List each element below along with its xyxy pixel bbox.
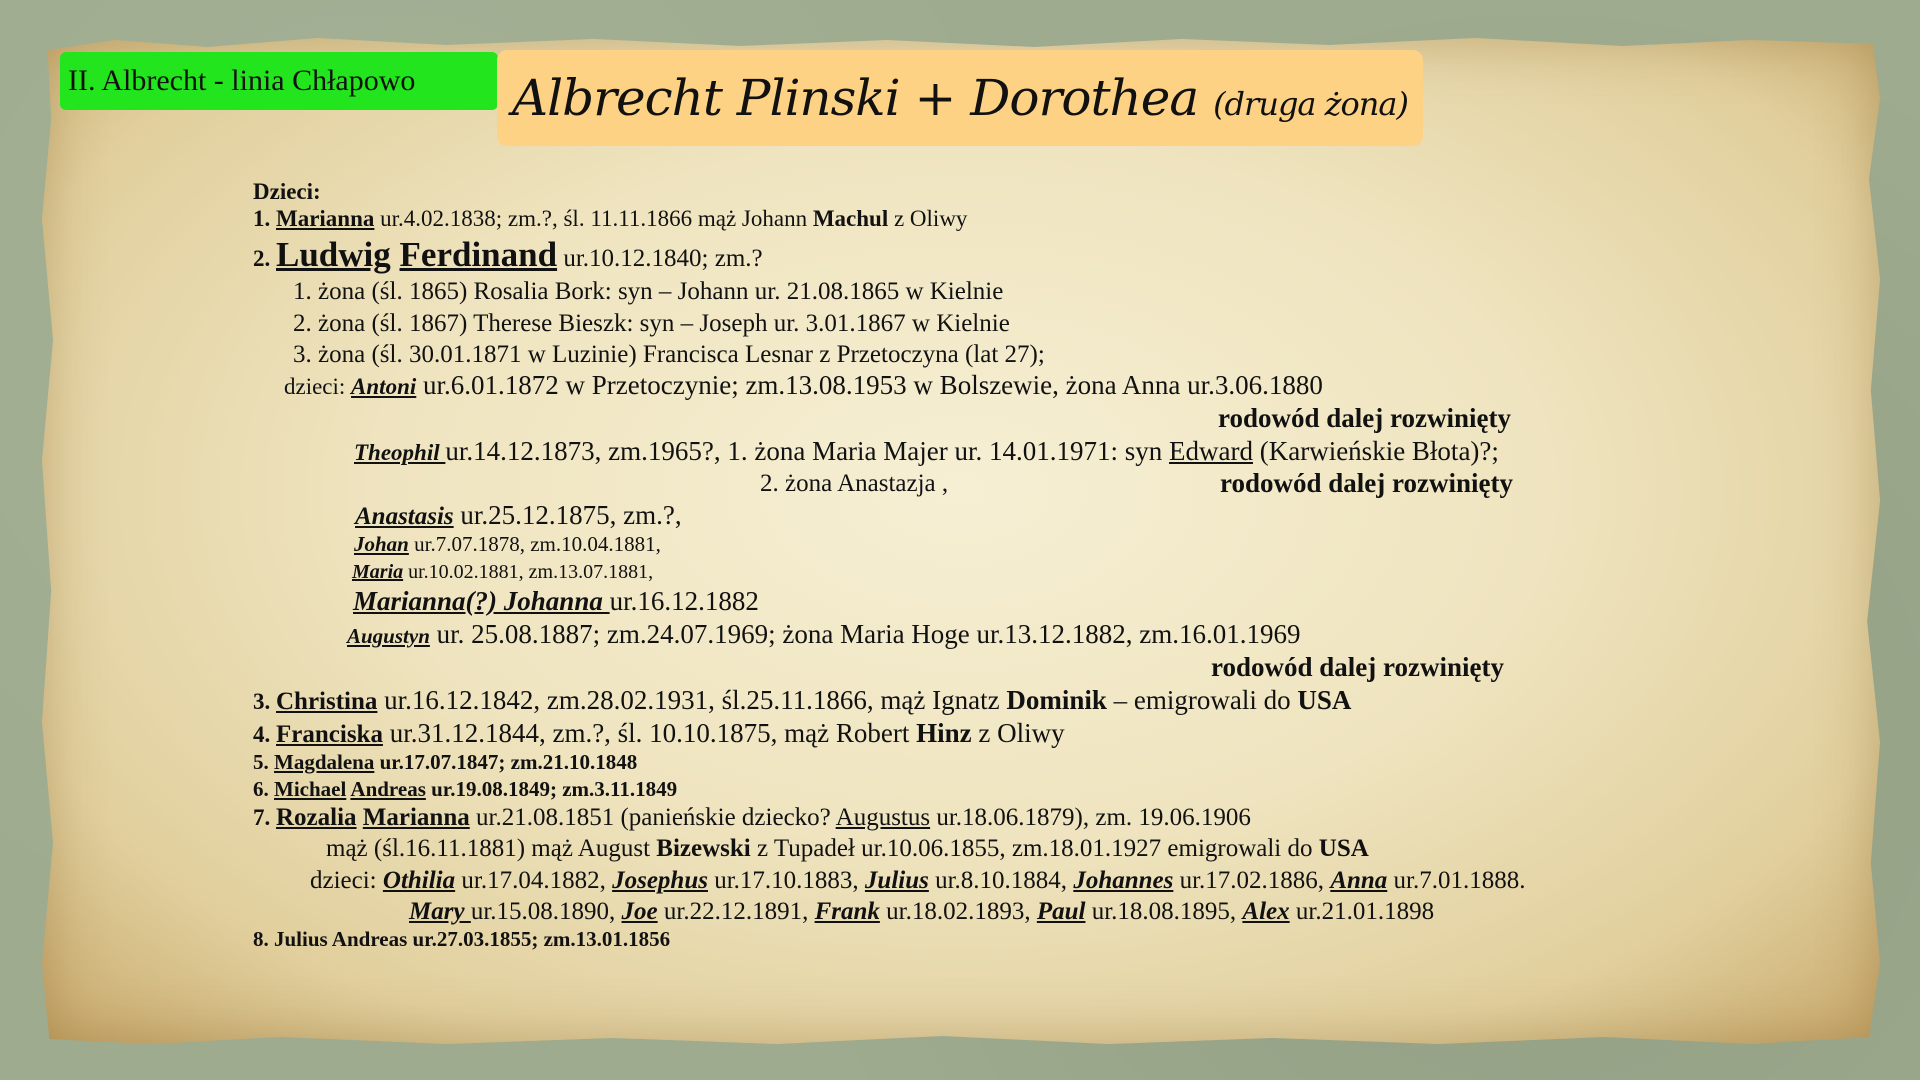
text: ur.7.01.1888.: [1387, 867, 1526, 894]
text: mąż (śl.16.11.1881) mąż August: [326, 835, 657, 862]
spouse-line-anastazja: [760, 471, 948, 496]
text: Dzieci:: [253, 179, 321, 204]
text: (Karwieńskie Błota)?;: [1252, 436, 1499, 466]
text: ur.18.08.1895,: [1085, 898, 1243, 925]
lineage-note: [1220, 470, 1513, 497]
text: z Tupadeł ur.10.06.1855, zm.18.01.1927 emigrowali do: [750, 835, 1319, 862]
person-name: Johannes: [1073, 867, 1174, 894]
person-name: Anastasis: [355, 503, 454, 530]
person-name: Josephus: [612, 867, 708, 894]
title-main: Albrecht Plinski + Dorothea: [512, 69, 1199, 127]
text: ur.22.12.1891,: [657, 898, 815, 925]
text: ur.31.12.1844, zm.?, śl. 10.10.1875, mąż Robert: [382, 718, 917, 748]
title-sub: (druga żona): [1213, 85, 1408, 123]
text: z Oliwy: [971, 718, 1065, 748]
text: ur.19.08.1849; zm.3.11.1849: [425, 777, 678, 801]
text: 3. żona (śl. 30.01.1871 w Luzinie) Francisca Lesnar z Przetoczyna (lat 27);: [293, 341, 1045, 368]
person-name: Andreas: [350, 777, 426, 801]
child-entry-3: [253, 687, 1351, 714]
text: ur.17.10.1883,: [707, 867, 865, 894]
person-name: Christina: [276, 688, 378, 715]
text: 7.: [253, 805, 276, 830]
children-line-bizewski-1: [310, 868, 1526, 893]
text: 1.: [253, 206, 276, 231]
section-tag-label: II. Albrecht - linia Chłapowo: [68, 64, 416, 97]
text: 1. żona (śl. 1865) Rosalia Bork: syn – Johann ur. 21.08.1865 w Kielnie: [293, 278, 1004, 305]
text: 4.: [253, 722, 276, 747]
text: ur.17.02.1886,: [1173, 867, 1331, 894]
person-name: Marianna: [276, 206, 375, 231]
person-name: Michael: [274, 777, 347, 801]
text: 2.: [253, 246, 276, 271]
lineage-note: [1218, 405, 1511, 432]
person-name: Joe: [621, 898, 658, 925]
text: ur.6.01.1872 w Przetoczynie; zm.13.08.1953 w Bolszewie, żona Anna ur.3.06.1880: [416, 370, 1323, 400]
person-name: Paul: [1036, 898, 1086, 925]
text: ur.10.02.1881, zm.13.07.1881,: [403, 561, 654, 583]
text: ur.18.02.1893,: [879, 898, 1037, 925]
child-johan: [354, 534, 661, 555]
text: ur.7.07.1878, zm.10.04.1881,: [408, 532, 661, 556]
person-name: Theophil: [354, 440, 446, 465]
person-name: Augustus: [835, 804, 931, 831]
child-entry-4: [253, 720, 1065, 747]
child-entry-2: [253, 237, 763, 272]
text: 3.: [253, 689, 276, 714]
text: ur.21.08.1851 (panieńskie dziecko?: [469, 804, 836, 831]
text: rodowód dalej rozwinięty: [1211, 652, 1504, 682]
text: ur.16.12.1842, zm.28.02.1931, śl.25.11.1866, mąż Ignatz: [377, 685, 1007, 715]
text: ur.8.10.1884,: [928, 867, 1074, 894]
text: 6.: [253, 777, 274, 801]
person-name: Franciska: [276, 721, 383, 748]
spouse-line-bizewski: [326, 836, 1369, 861]
person-name: Antoni: [351, 374, 417, 399]
country: USA: [1318, 835, 1369, 862]
person-name: Othilia: [382, 867, 456, 894]
person-name: Frank: [814, 898, 880, 925]
text: ur.4.02.1838; zm.?, śl. 11.11.1866 mąż Johann: [374, 206, 813, 231]
person-name: Rozalia: [276, 804, 357, 831]
text: dzieci:: [310, 867, 383, 894]
text: ur.16.12.1882: [609, 586, 759, 616]
child-entry-1: [253, 207, 967, 230]
person-name: Marianna(?) Johanna: [353, 586, 610, 616]
person-name: Ferdinand: [399, 235, 558, 274]
person-name: Edward: [1169, 436, 1253, 466]
children-line-bizewski-2: [409, 899, 1434, 924]
text: ur.25.12.1875, zm.?,: [453, 500, 682, 530]
text: z Oliwy: [888, 206, 968, 231]
person-name: Augustyn: [347, 624, 430, 648]
child-entry-6: [253, 779, 677, 800]
person-name: Mary: [409, 898, 471, 925]
child-augustyn: [347, 621, 1301, 648]
text: ur.10.12.1840; zm.?: [557, 245, 763, 272]
children-line-antoni: [284, 372, 1323, 399]
surname: Dominik: [1006, 685, 1107, 715]
text: 8. Julius Andreas ur.27.03.1855; zm.13.01.1856: [253, 927, 671, 951]
spouse-line-3: [293, 342, 1045, 367]
text: 2. żona Anastazja ,: [760, 470, 949, 497]
surname: Machul: [812, 206, 889, 231]
surname: Bizewski: [656, 835, 751, 862]
child-entry-7: [253, 805, 1251, 830]
country: USA: [1297, 685, 1352, 715]
text: rodowód dalej rozwinięty: [1220, 468, 1513, 498]
spouse-line-2: [293, 311, 1010, 336]
person-name: Marianna: [362, 804, 470, 831]
text: [391, 235, 400, 274]
child-marianna-johanna: [353, 588, 759, 615]
text: ur.14.12.1873, zm.1965?, 1. żona Maria Majer ur. 14.01.1971: syn: [445, 436, 1170, 466]
text: ur.17.04.1882,: [455, 867, 613, 894]
lineage-note: [1211, 654, 1504, 681]
text: – emigrowali do: [1106, 685, 1298, 715]
text: 2. żona (śl. 1867) Therese Bieszk: syn – Joseph ur. 3.01.1867 w Kielnie: [293, 310, 1010, 337]
surname: Hinz: [916, 718, 972, 748]
spouse-line-1: [293, 279, 1003, 304]
person-name: Anna: [1330, 867, 1388, 894]
text: ur.18.06.1879), zm. 19.06.1906: [930, 804, 1251, 831]
text: ur.21.01.1898: [1289, 898, 1435, 925]
text: rodowód dalej rozwinięty: [1218, 403, 1511, 433]
person-name: Alex: [1242, 898, 1290, 925]
child-maria: [352, 562, 653, 582]
person-name: Ludwig: [276, 235, 391, 274]
child-entry-8: [253, 929, 670, 950]
children-heading: [253, 180, 321, 203]
child-anastasis: [355, 502, 682, 529]
child-theophil: [354, 438, 1499, 465]
text: dzieci:: [284, 374, 352, 399]
text: ur. 25.08.1887; zm.24.07.1969; żona Maria Hoge ur.13.12.1882, zm.16.01.1969: [429, 619, 1301, 649]
text: ur.17.07.1847; zm.21.10.1848: [374, 750, 638, 774]
person-name: Julius: [864, 867, 929, 894]
person-name: Johan: [354, 532, 409, 556]
person-name: Maria: [352, 561, 404, 583]
text: 5.: [253, 750, 274, 774]
text: ur.15.08.1890,: [470, 898, 622, 925]
child-entry-5: [253, 752, 637, 773]
person-name: Magdalena: [274, 750, 375, 774]
